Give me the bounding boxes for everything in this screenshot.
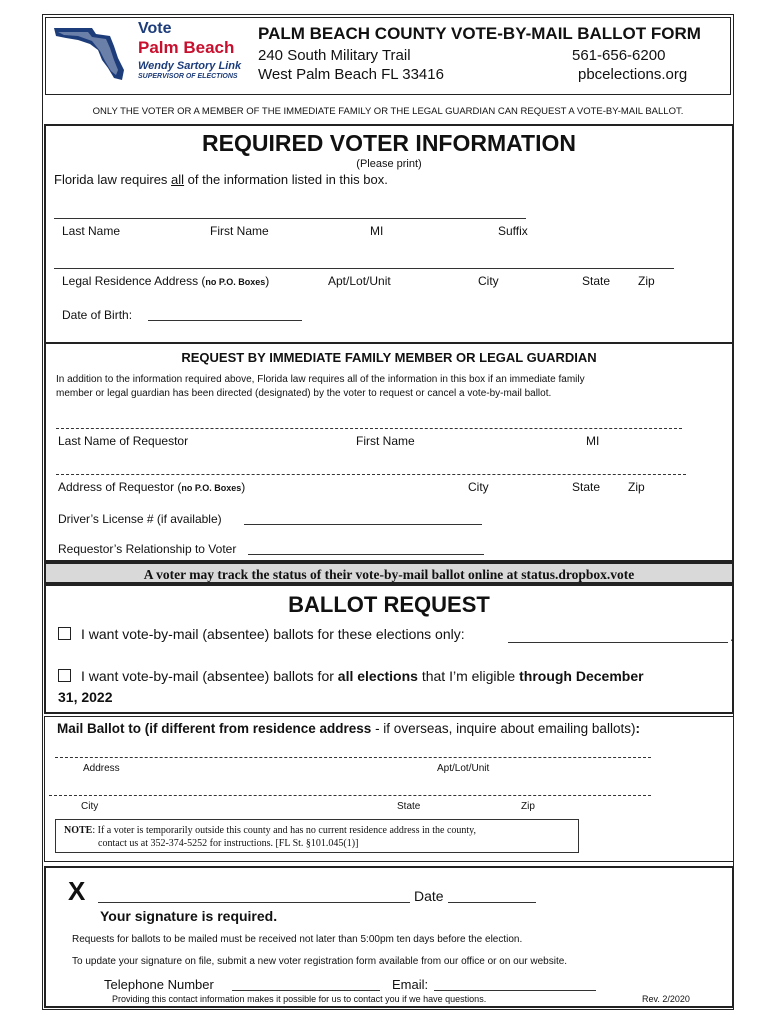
header <box>45 17 731 95</box>
overseas-note <box>55 819 579 853</box>
requestor-section <box>44 342 734 562</box>
state-label: State <box>582 274 611 288</box>
logo-palm-beach: Palm Beach <box>138 38 235 57</box>
zip-label: Zip <box>638 274 655 288</box>
form-title: PALM BEACH COUNTY VOTE-BY-MAIL BALLOT FORM <box>258 24 701 43</box>
ballot-request-heading: BALLOT REQUEST <box>288 592 490 617</box>
mail-to-heading-colon: : <box>635 721 640 736</box>
residence-close: ) <box>265 274 270 288</box>
note-label: NOTE <box>64 825 93 836</box>
option2-c: that I’m eligible <box>417 668 520 684</box>
residence-main: Legal Residence Address ( <box>62 274 206 288</box>
signature-required: Your signature is required. <box>100 908 278 924</box>
elections-line[interactable] <box>508 642 728 643</box>
telephone-line[interactable] <box>232 990 380 991</box>
update-signature-note: To update your signature on file, submit a new voter registration form available from our office or on our website. <box>72 956 568 967</box>
requestor-mi-label: MI <box>586 434 600 448</box>
option-all-elections <box>58 666 718 708</box>
date-line[interactable] <box>448 902 536 903</box>
law-prefix: Florida law requires <box>54 172 172 187</box>
email-label: Email: <box>392 977 429 992</box>
option-these-elections <box>58 626 465 642</box>
mail-state-label: State <box>397 801 421 812</box>
drivers-license-label: Driver’s License # (if available) <box>58 512 222 526</box>
line-period: . <box>730 628 734 644</box>
revision-date: Rev. 2/2020 <box>642 994 690 1004</box>
requestor-desc-line2: member or legal guardian has been directed (designated) by the voter to request or cancel a vote-by-mail ballot. <box>56 388 552 399</box>
voter-info-section <box>44 124 734 344</box>
mail-address-line[interactable] <box>55 757 651 758</box>
requestor-state-label: State <box>572 480 601 494</box>
residence-label <box>62 274 269 288</box>
office-website[interactable]: pbcelections.org <box>578 66 688 83</box>
note-line2: contact us at 352-374-5252 for instructions. [FL St. §101.045(1)] <box>98 838 359 849</box>
requestor-heading: REQUEST BY IMMEDIATE FAMILY MEMBER OR LEGAL GUARDIAN <box>181 350 597 365</box>
florida-map-icon <box>52 24 132 84</box>
requestor-name-line[interactable] <box>56 428 682 429</box>
please-print: (Please print) <box>356 158 422 170</box>
voter-info-heading: REQUIRED VOTER INFORMATION <box>202 130 576 156</box>
signature-line[interactable] <box>98 902 410 903</box>
mail-city-line[interactable] <box>49 795 651 796</box>
law-suffix: of the information listed in this box. <box>184 172 388 187</box>
relationship-line[interactable] <box>248 554 484 555</box>
contact-info-note: Providing this contact information makes it possible for us to contact you if we have questions. <box>112 994 487 1004</box>
deadline-note: Requests for ballots to be mailed must be received not later than 5:00pm ten days before the election. <box>72 934 523 945</box>
signature-section <box>44 866 734 1008</box>
requestor-desc-line1: In addition to the information required above, Florida law requires all of the information in this box if an immediate family <box>56 374 585 385</box>
mail-to-heading-bold: Mail Ballot to (if different from residence address <box>57 721 372 736</box>
city-label: City <box>478 274 499 288</box>
requestor-address-no-po: no P.O. Boxes <box>181 483 242 493</box>
email-line[interactable] <box>434 990 596 991</box>
option2-b: all elections <box>337 668 418 684</box>
drivers-license-line[interactable] <box>244 524 482 525</box>
last-name-label: Last Name <box>62 224 121 238</box>
name-line[interactable] <box>54 218 526 219</box>
mail-to-heading-rest: - if overseas, inquire about emailing ballots) <box>371 721 636 736</box>
signature-x: X <box>68 876 86 906</box>
mail-address-label: Address <box>83 763 120 774</box>
first-name-label: First Name <box>210 224 269 238</box>
requestor-address-main: Address of Requestor ( <box>58 480 182 494</box>
note-line1: : If a voter is temporarily outside this county and has no current residence address in the county, <box>92 825 477 836</box>
residence-line[interactable] <box>54 268 674 269</box>
office-address-line1: 240 South Military Trail <box>258 47 411 64</box>
law-statement <box>54 172 388 187</box>
office-address-line2: West Palm Beach FL 33416 <box>258 66 444 83</box>
requestor-address-close: ) <box>241 480 246 494</box>
ballot-request-section <box>44 584 734 714</box>
suffix-label: Suffix <box>498 224 528 238</box>
option2-e: 31, 2022 <box>58 689 113 705</box>
residence-no-po: no P.O. Boxes <box>205 277 266 287</box>
mail-apt-label: Apt/Lot/Unit <box>437 763 490 774</box>
requestor-address-line[interactable] <box>56 474 686 475</box>
relationship-label: Requestor’s Relationship to Voter <box>58 542 237 556</box>
mail-to-heading <box>57 721 640 736</box>
all-elections-checkbox[interactable] <box>58 669 71 682</box>
telephone-label: Telephone Number <box>104 977 214 992</box>
dob-line[interactable] <box>148 320 302 321</box>
tracking-banner: A voter may track the status of their vote-by-mail ballot online at status.dropbox.vote <box>44 562 734 584</box>
mail-zip-label: Zip <box>521 801 535 812</box>
requestor-last-name-label: Last Name of Requestor <box>58 434 189 448</box>
logo-office: SUPERVISOR OF ELECTIONS <box>138 73 238 80</box>
dob-label: Date of Birth: <box>62 308 133 322</box>
requestor-zip-label: Zip <box>628 480 645 494</box>
requestor-first-name-label: First Name <box>356 434 415 448</box>
logo <box>52 22 242 88</box>
option2-a: I want vote-by-mail (absentee) ballots for <box>81 668 338 684</box>
law-all: all <box>171 172 185 187</box>
logo-vote: Vote <box>138 20 172 37</box>
mi-label: MI <box>370 224 384 238</box>
office-phone: 561-656-6200 <box>572 47 666 64</box>
date-label: Date <box>414 888 444 904</box>
requestor-address-label <box>58 480 245 494</box>
these-elections-checkbox[interactable] <box>58 627 71 640</box>
apt-label: Apt/Lot/Unit <box>328 274 391 288</box>
mail-city-label: City <box>81 801 99 812</box>
option2-d: through December <box>519 668 644 684</box>
requestor-city-label: City <box>468 480 489 494</box>
logo-supervisor-name: Wendy Sartory Link <box>138 60 242 72</box>
option1-text: I want vote-by-mail (absentee) ballots for these elections only: <box>81 626 465 642</box>
eligibility-notice: ONLY THE VOTER OR A MEMBER OF THE IMMEDIATE FAMILY OR THE LEGAL GUARDIAN CAN REQUEST A VOTE-BY-MAIL BALLOT. <box>92 106 684 117</box>
mail-to-section <box>44 716 734 862</box>
